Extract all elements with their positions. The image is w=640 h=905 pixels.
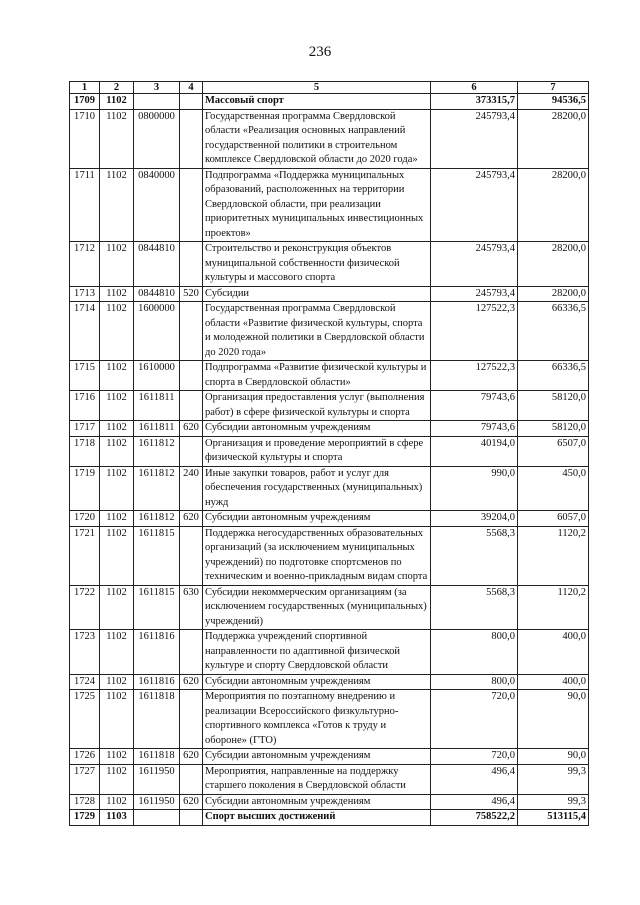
amount-col6-cell: 245793,4 xyxy=(431,168,518,242)
table-row xyxy=(70,286,589,302)
expense-type-cell xyxy=(180,764,203,794)
amount-col7-cell: 28200,0 xyxy=(518,286,589,302)
amount-col7-cell: 1120,2 xyxy=(518,585,589,630)
column-header: 6 xyxy=(431,82,518,94)
target-code-cell: 1611815 xyxy=(134,526,180,585)
target-code-cell xyxy=(134,810,180,826)
row-number-cell: 1718 xyxy=(70,436,100,466)
amount-col6-cell: 5568,3 xyxy=(431,585,518,630)
table-header-row xyxy=(70,82,589,94)
row-number-cell: 1729 xyxy=(70,810,100,826)
target-code-cell: 0844810 xyxy=(134,286,180,302)
expense-type-cell: 620 xyxy=(180,674,203,690)
table-body xyxy=(70,94,589,826)
amount-col7-cell: 6507,0 xyxy=(518,436,589,466)
row-number-cell: 1721 xyxy=(70,526,100,585)
amount-col6-cell: 245793,4 xyxy=(431,242,518,287)
expense-type-cell xyxy=(180,436,203,466)
amount-col7-cell: 90,0 xyxy=(518,690,589,749)
column-header: 5 xyxy=(203,82,431,94)
amount-col7-cell: 99,3 xyxy=(518,794,589,810)
section-code-cell: 1102 xyxy=(100,511,134,527)
column-header: 7 xyxy=(518,82,589,94)
target-code-cell: 1611818 xyxy=(134,749,180,765)
row-number-cell: 1717 xyxy=(70,421,100,437)
section-code-cell: 1102 xyxy=(100,421,134,437)
description-cell: Поддержка негосударственных образовательных организаций (за исключением муниципальных учреждений) по подготовке спортсменов по техническим и военно-прикладным видам спорта xyxy=(203,526,431,585)
table-row xyxy=(70,674,589,690)
amount-col6-cell: 127522,3 xyxy=(431,302,518,361)
description-cell: Мероприятия по поэтапному внедрению и реализации Всероссийского физкультурно-спортивного комплекса «Готов к труду и обороне» (ГТО) xyxy=(203,690,431,749)
amount-col7-cell: 513115,4 xyxy=(518,810,589,826)
amount-col6-cell: 40194,0 xyxy=(431,436,518,466)
description-cell: Субсидии автономным учреждениям xyxy=(203,421,431,437)
amount-col6-cell: 245793,4 xyxy=(431,286,518,302)
table-row xyxy=(70,511,589,527)
amount-col6-cell: 373315,7 xyxy=(431,94,518,110)
description-cell: Субсидии некоммерческим организациям (за исключением государственных (муниципальных) учреждений) xyxy=(203,585,431,630)
row-number-cell: 1711 xyxy=(70,168,100,242)
section-code-cell: 1102 xyxy=(100,690,134,749)
amount-col6-cell: 245793,4 xyxy=(431,109,518,168)
row-number-cell: 1727 xyxy=(70,764,100,794)
expense-type-cell xyxy=(180,690,203,749)
amount-col7-cell: 66336,5 xyxy=(518,302,589,361)
row-number-cell: 1726 xyxy=(70,749,100,765)
row-number-cell: 1719 xyxy=(70,466,100,511)
amount-col7-cell: 94536,5 xyxy=(518,94,589,110)
amount-col6-cell: 5568,3 xyxy=(431,526,518,585)
row-number-cell: 1725 xyxy=(70,690,100,749)
column-header: 1 xyxy=(70,82,100,94)
row-number-cell: 1712 xyxy=(70,242,100,287)
section-code-cell: 1102 xyxy=(100,286,134,302)
table-row xyxy=(70,242,589,287)
table-row xyxy=(70,630,589,675)
target-code-cell: 1611812 xyxy=(134,466,180,511)
column-header: 2 xyxy=(100,82,134,94)
section-code-cell: 1102 xyxy=(100,391,134,421)
target-code-cell: 1611815 xyxy=(134,585,180,630)
amount-col7-cell: 6057,0 xyxy=(518,511,589,527)
amount-col7-cell: 90,0 xyxy=(518,749,589,765)
row-number-cell: 1710 xyxy=(70,109,100,168)
expense-type-cell xyxy=(180,168,203,242)
amount-col6-cell: 800,0 xyxy=(431,630,518,675)
expense-type-cell xyxy=(180,242,203,287)
target-code-cell: 1600000 xyxy=(134,302,180,361)
amount-col6-cell: 990,0 xyxy=(431,466,518,511)
expense-type-cell: 620 xyxy=(180,511,203,527)
description-cell: Субсидии автономным учреждениям xyxy=(203,749,431,765)
target-code-cell: 0844810 xyxy=(134,242,180,287)
description-cell: Субсидии автономным учреждениям xyxy=(203,674,431,690)
table-row xyxy=(70,302,589,361)
description-cell: Субсидии автономным учреждениям xyxy=(203,794,431,810)
amount-col6-cell: 127522,3 xyxy=(431,361,518,391)
section-code-cell: 1102 xyxy=(100,242,134,287)
section-code-cell: 1102 xyxy=(100,749,134,765)
table-row xyxy=(70,391,589,421)
target-code-cell: 1610000 xyxy=(134,361,180,391)
description-cell: Строительство и реконструкция объектов муниципальной собственности физической культуры и массового спорта xyxy=(203,242,431,287)
row-number-cell: 1723 xyxy=(70,630,100,675)
amount-col7-cell: 99,3 xyxy=(518,764,589,794)
amount-col7-cell: 1120,2 xyxy=(518,526,589,585)
expense-type-cell xyxy=(180,630,203,675)
section-code-cell: 1102 xyxy=(100,94,134,110)
table-row xyxy=(70,466,589,511)
expense-type-cell xyxy=(180,526,203,585)
section-code-cell: 1102 xyxy=(100,466,134,511)
target-code-cell: 1611818 xyxy=(134,690,180,749)
target-code-cell: 1611816 xyxy=(134,674,180,690)
description-cell: Организация предоставления услуг (выполнения работ) в сфере физической культуры и спорта xyxy=(203,391,431,421)
description-cell: Массовый спорт xyxy=(203,94,431,110)
row-number-cell: 1728 xyxy=(70,794,100,810)
amount-col7-cell: 400,0 xyxy=(518,674,589,690)
description-cell: Организация и проведение мероприятий в сфере физической культуры и спорта xyxy=(203,436,431,466)
target-code-cell: 1611811 xyxy=(134,391,180,421)
table-row xyxy=(70,764,589,794)
target-code-cell: 1611812 xyxy=(134,511,180,527)
page-number: 236 xyxy=(308,44,332,60)
description-cell: Мероприятия, направленные на поддержку старшего поколения в Свердловской области xyxy=(203,764,431,794)
description-cell: Иные закупки товаров, работ и услуг для обеспечения государственных (муниципальных) нужд xyxy=(203,466,431,511)
target-code-cell: 1611816 xyxy=(134,630,180,675)
row-number-cell: 1714 xyxy=(70,302,100,361)
amount-col6-cell: 496,4 xyxy=(431,764,518,794)
row-number-cell: 1722 xyxy=(70,585,100,630)
section-code-cell: 1103 xyxy=(100,810,134,826)
row-number-cell: 1724 xyxy=(70,674,100,690)
table-row xyxy=(70,526,589,585)
target-code-cell: 1611950 xyxy=(134,794,180,810)
expense-type-cell: 620 xyxy=(180,749,203,765)
expense-type-cell xyxy=(180,302,203,361)
section-code-cell: 1102 xyxy=(100,674,134,690)
table-row xyxy=(70,94,589,110)
section-code-cell: 1102 xyxy=(100,109,134,168)
section-code-cell: 1102 xyxy=(100,361,134,391)
row-number-cell: 1715 xyxy=(70,361,100,391)
section-code-cell: 1102 xyxy=(100,526,134,585)
section-code-cell: 1102 xyxy=(100,436,134,466)
expense-type-cell: 520 xyxy=(180,286,203,302)
amount-col7-cell: 58120,0 xyxy=(518,391,589,421)
row-number-cell: 1720 xyxy=(70,511,100,527)
row-number-cell: 1709 xyxy=(70,94,100,110)
expense-type-cell xyxy=(180,391,203,421)
description-cell: Субсидии xyxy=(203,286,431,302)
expense-type-cell: 620 xyxy=(180,421,203,437)
column-header: 4 xyxy=(180,82,203,94)
target-code-cell xyxy=(134,94,180,110)
description-cell: Подпрограмма «Поддержка муниципальных образований, расположенных на территории Свердловской области, при реализации приоритетных муниципальных инвестиционных проектов» xyxy=(203,168,431,242)
target-code-cell: 1611811 xyxy=(134,421,180,437)
section-code-cell: 1102 xyxy=(100,302,134,361)
table-row xyxy=(70,794,589,810)
description-cell: Подпрограмма «Развитие физической культуры и спорта в Свердловской области» xyxy=(203,361,431,391)
description-cell: Государственная программа Свердловской области «Реализация основных направлений государственной политики в строительном комплексе Свердловской области до 2020 года» xyxy=(203,109,431,168)
table-row xyxy=(70,749,589,765)
target-code-cell: 0840000 xyxy=(134,168,180,242)
amount-col6-cell: 496,4 xyxy=(431,794,518,810)
expense-type-cell xyxy=(180,361,203,391)
amount-col6-cell: 39204,0 xyxy=(431,511,518,527)
expense-type-cell xyxy=(180,810,203,826)
description-cell: Субсидии автономным учреждениям xyxy=(203,511,431,527)
table-row xyxy=(70,690,589,749)
table-row xyxy=(70,168,589,242)
table-row xyxy=(70,810,589,826)
section-code-cell: 1102 xyxy=(100,168,134,242)
expense-type-cell xyxy=(180,94,203,110)
table-row xyxy=(70,361,589,391)
target-code-cell: 0800000 xyxy=(134,109,180,168)
description-cell: Спорт высших достижений xyxy=(203,810,431,826)
amount-col6-cell: 758522,2 xyxy=(431,810,518,826)
amount-col6-cell: 79743,6 xyxy=(431,391,518,421)
budget-table xyxy=(69,81,589,826)
table-row xyxy=(70,436,589,466)
table-row xyxy=(70,585,589,630)
amount-col7-cell: 28200,0 xyxy=(518,242,589,287)
amount-col6-cell: 800,0 xyxy=(431,674,518,690)
amount-col6-cell: 79743,6 xyxy=(431,421,518,437)
expense-type-cell xyxy=(180,109,203,168)
section-code-cell: 1102 xyxy=(100,764,134,794)
description-cell: Поддержка учреждений спортивной направленности по адаптивной физической культуре и спорту Свердловской области xyxy=(203,630,431,675)
target-code-cell: 1611812 xyxy=(134,436,180,466)
section-code-cell: 1102 xyxy=(100,630,134,675)
table-row xyxy=(70,109,589,168)
section-code-cell: 1102 xyxy=(100,585,134,630)
expense-type-cell: 620 xyxy=(180,794,203,810)
amount-col6-cell: 720,0 xyxy=(431,690,518,749)
expense-type-cell: 630 xyxy=(180,585,203,630)
section-code-cell: 1102 xyxy=(100,794,134,810)
column-header: 3 xyxy=(134,82,180,94)
table-row xyxy=(70,421,589,437)
amount-col6-cell: 720,0 xyxy=(431,749,518,765)
row-number-cell: 1713 xyxy=(70,286,100,302)
amount-col7-cell: 28200,0 xyxy=(518,109,589,168)
amount-col7-cell: 66336,5 xyxy=(518,361,589,391)
amount-col7-cell: 450,0 xyxy=(518,466,589,511)
amount-col7-cell: 28200,0 xyxy=(518,168,589,242)
amount-col7-cell: 58120,0 xyxy=(518,421,589,437)
row-number-cell: 1716 xyxy=(70,391,100,421)
target-code-cell: 1611950 xyxy=(134,764,180,794)
description-cell: Государственная программа Свердловской области «Развитие физической культуры, спорта и молодежной политики в Свердловской области до 2020 года» xyxy=(203,302,431,361)
expense-type-cell: 240 xyxy=(180,466,203,511)
amount-col7-cell: 400,0 xyxy=(518,630,589,675)
